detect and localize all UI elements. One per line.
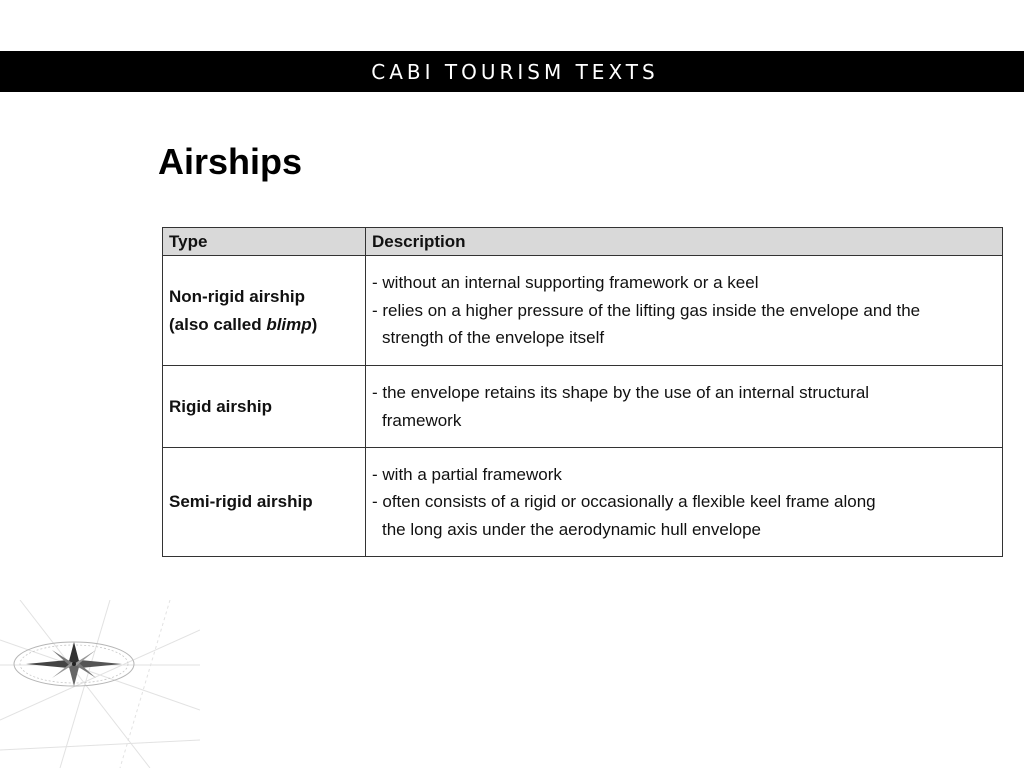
airship-types-table	[162, 227, 1003, 557]
banner-title: CABI TOURISM TEXTS	[371, 59, 659, 84]
type-name: Rigid airship	[169, 396, 272, 416]
type-alias-prefix: (also called	[169, 314, 267, 334]
description-line: - often consists of a rigid or occasionally a flexible keel frame along	[372, 492, 876, 512]
description-line: - without an internal supporting framework or a keel	[372, 273, 759, 293]
description-cell	[366, 448, 1003, 557]
header-banner	[0, 51, 1024, 92]
description-line: framework	[382, 410, 462, 430]
type-alias-suffix: )	[311, 314, 318, 334]
description-cell	[366, 366, 1003, 448]
table-row	[163, 448, 1003, 557]
description-line: - relies on a higher pressure of the lifting gas inside the envelope and the	[372, 300, 921, 320]
type-cell	[163, 366, 366, 448]
column-header-type: Type	[163, 228, 366, 256]
type-name: Semi-rigid airship	[169, 492, 313, 511]
description-cell	[366, 256, 1003, 366]
description-line: - the envelope retains its shape by the use of an internal structural	[372, 383, 870, 402]
table-row	[163, 256, 1003, 366]
description-line: strength of the envelope itself	[382, 328, 605, 348]
table-header-row	[163, 228, 1003, 256]
compass-rose-icon	[0, 600, 200, 768]
table-row	[163, 366, 1003, 448]
type-alias	[169, 311, 359, 339]
type-alias-term: blimp	[266, 314, 312, 334]
type-cell	[163, 256, 366, 366]
type-name: Non-rigid airship	[169, 286, 305, 306]
type-cell	[163, 448, 366, 557]
page-title: Airships	[158, 141, 303, 182]
description-line: the long axis under the aerodynamic hull envelope	[382, 519, 761, 539]
column-header-description: Description	[366, 228, 1003, 256]
description-line: - with a partial framework	[372, 464, 562, 484]
